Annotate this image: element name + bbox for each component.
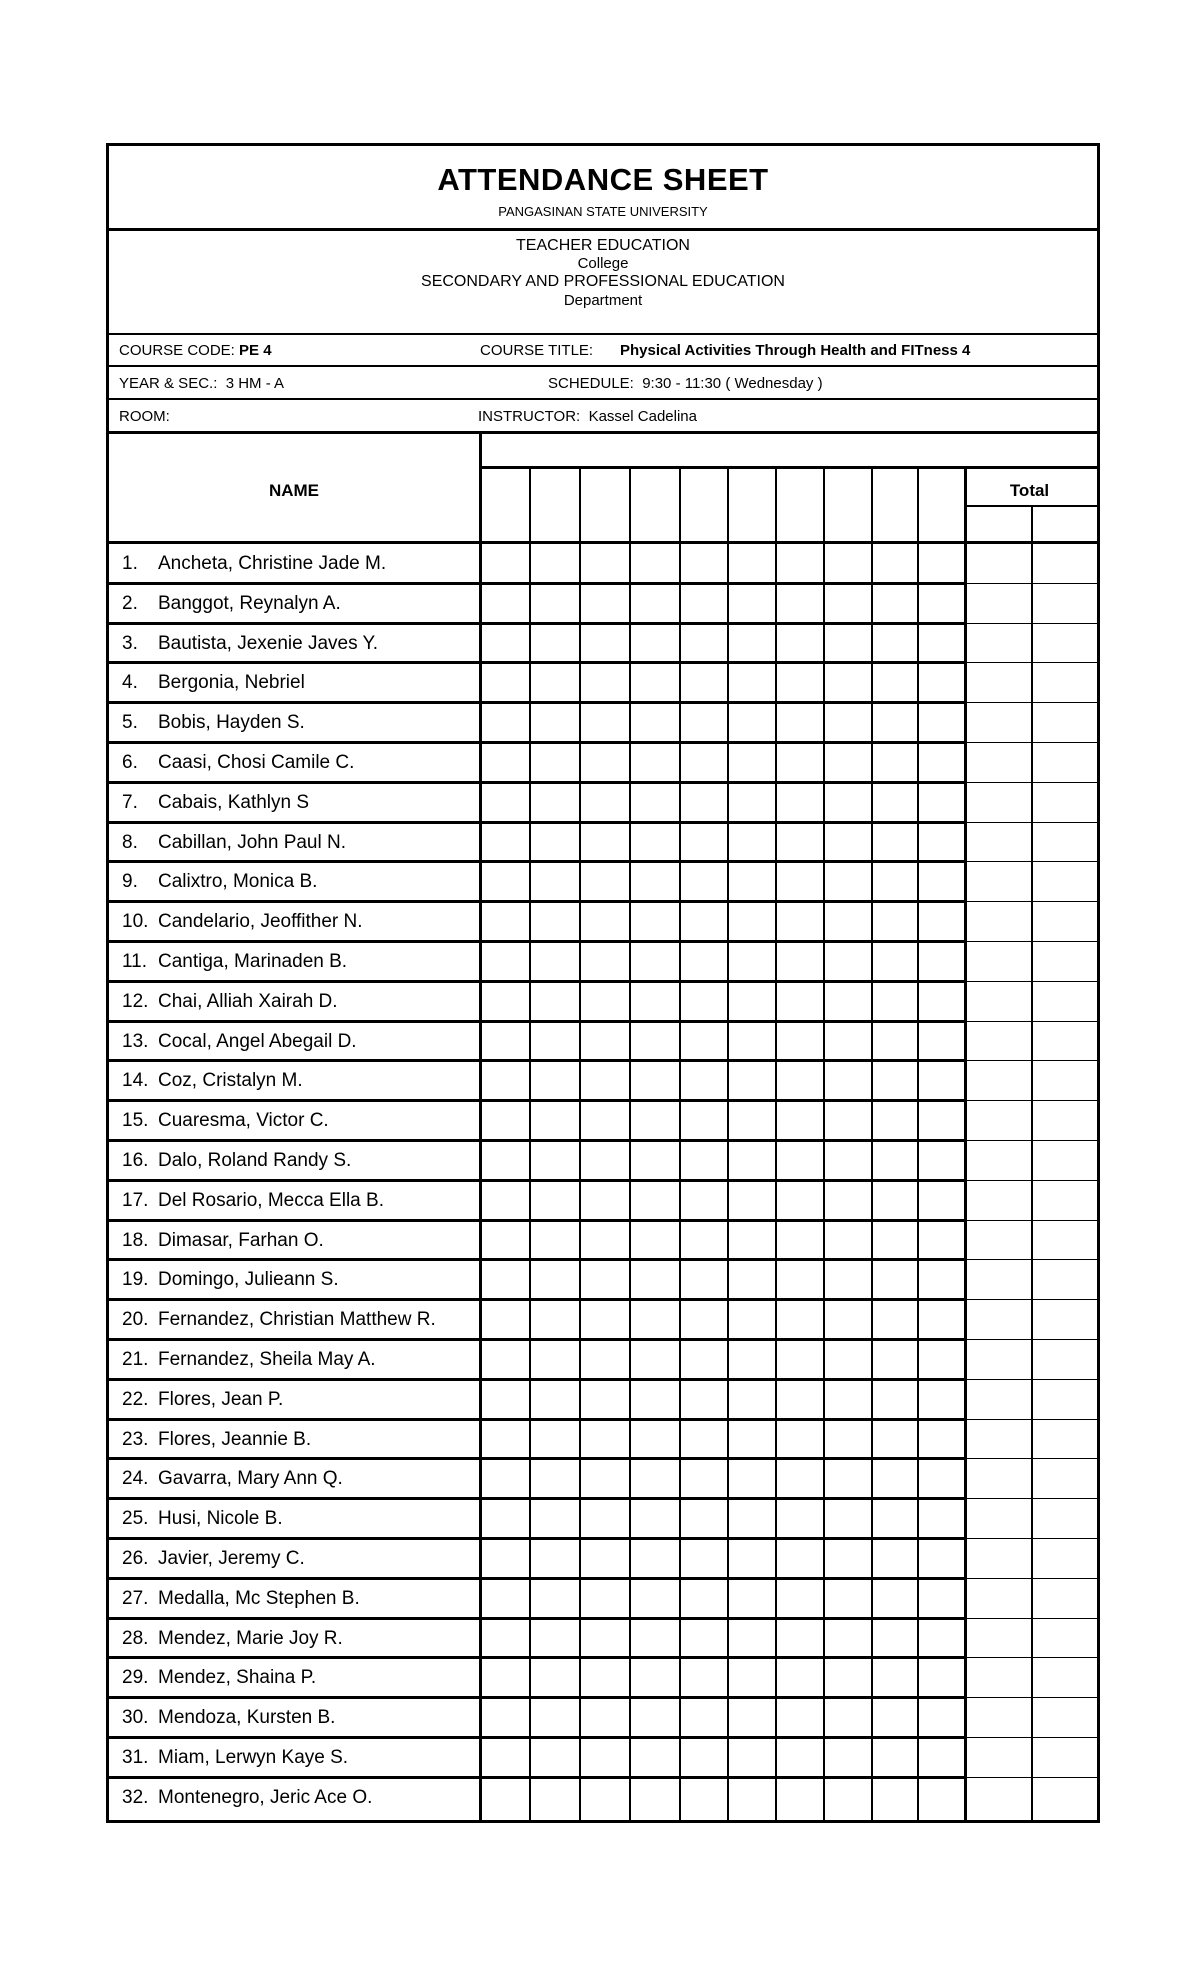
student-name: Dimasar, Farhan O.: [158, 1229, 324, 1251]
row-divider: [109, 582, 964, 585]
student-number: 6.: [122, 752, 138, 773]
student-number: 17.: [122, 1189, 149, 1211]
student-name: Bergonia, Nebriel: [158, 672, 305, 694]
row-divider: [109, 821, 964, 824]
student-number: 26.: [122, 1548, 149, 1569]
instructor-value: Kassel Cadelina: [588, 408, 697, 425]
divider: [109, 365, 1097, 367]
row-divider: [109, 1139, 964, 1142]
student-name: Miam, Lerwyn Kaye S.: [158, 1747, 349, 1768]
student-number: 29.: [122, 1667, 149, 1689]
college-name: TEACHER EDUCATION: [516, 237, 690, 254]
row-divider: [964, 1737, 1097, 1738]
row-divider: [964, 941, 1097, 942]
row-divider: [964, 1339, 1097, 1340]
student-name: Cantiga, Marinaden B.: [158, 951, 348, 972]
student-number: 16.: [122, 1150, 149, 1171]
row-divider: [964, 583, 1097, 584]
student-number: 11.: [122, 951, 148, 972]
row-divider: [109, 860, 964, 863]
student-number: 19.: [122, 1269, 149, 1291]
room-label: ROOM:: [119, 408, 170, 425]
grid-line: [109, 541, 1097, 544]
year-sec-field: [119, 375, 284, 392]
row-divider: [109, 1258, 964, 1261]
student-name: Cabais, Kathlyn S: [158, 791, 310, 813]
divider: [109, 228, 1097, 231]
student-name: Cabillan, John Paul N.: [158, 831, 346, 853]
row-divider: [964, 702, 1097, 703]
year-sec-label: YEAR & SEC.:: [119, 375, 218, 392]
student-number: 30.: [122, 1707, 149, 1729]
student-number: 27.: [122, 1587, 149, 1609]
student-name: Bobis, Hayden S.: [158, 712, 305, 734]
row-divider: [109, 900, 964, 903]
row-divider: [109, 1617, 964, 1620]
student-name: Cocal, Angel Abegail D.: [158, 1030, 357, 1052]
row-divider: [109, 741, 964, 744]
student-name: Caasi, Chosi Camile C.: [158, 752, 355, 773]
student-name: Fernandez, Sheila May A.: [158, 1349, 376, 1370]
room-field: [119, 408, 170, 425]
student-number: 13.: [122, 1030, 149, 1052]
row-divider: [964, 742, 1097, 743]
student-number: 32.: [122, 1786, 149, 1808]
row-divider: [109, 1179, 964, 1182]
instructor-field: [478, 408, 697, 425]
total-column-header: Total: [1009, 481, 1050, 500]
row-divider: [109, 1378, 964, 1381]
student-name: Mendoza, Kursten B.: [158, 1707, 336, 1729]
student-name: Dalo, Roland Randy S.: [158, 1150, 352, 1171]
row-divider: [964, 1021, 1097, 1022]
row-divider: [964, 1140, 1097, 1141]
student-number: 7.: [122, 791, 138, 813]
student-name: Gavarra, Mary Ann Q.: [158, 1468, 343, 1490]
row-divider: [964, 1180, 1097, 1181]
row-divider: [109, 701, 964, 704]
course-code-field: [119, 342, 272, 359]
student-number: 14.: [122, 1070, 149, 1092]
row-divider: [964, 1538, 1097, 1539]
row-divider: [109, 940, 964, 943]
row-divider: [964, 1618, 1097, 1619]
row-divider: [964, 1100, 1097, 1101]
student-name: Ancheta, Christine Jade M.: [158, 553, 387, 574]
row-divider: [109, 1776, 964, 1779]
student-number: 24.: [122, 1468, 149, 1490]
row-divider: [964, 1419, 1097, 1420]
row-divider: [964, 1498, 1097, 1499]
student-name: Fernandez, Christian Matthew R.: [158, 1309, 436, 1331]
divider: [109, 431, 1097, 434]
row-divider: [964, 861, 1097, 862]
student-number: 8.: [122, 831, 138, 853]
row-divider: [109, 1020, 964, 1023]
attendance-sheet: [106, 143, 1100, 1823]
instructor-label: INSTRUCTOR:: [478, 408, 581, 425]
student-name: Flores, Jeannie B.: [158, 1428, 312, 1450]
row-divider: [964, 1578, 1097, 1579]
student-number: 5.: [122, 712, 138, 734]
student-name: Cuaresma, Victor C.: [158, 1110, 329, 1132]
student-number: 25.: [122, 1508, 149, 1530]
student-name: Del Rosario, Mecca Ella B.: [158, 1189, 384, 1211]
row-divider: [109, 1497, 964, 1500]
row-divider: [964, 1259, 1097, 1260]
row-divider: [964, 981, 1097, 982]
student-name: Banggot, Reynalyn A.: [158, 592, 341, 614]
department-name: SECONDARY AND PROFESSIONAL EDUCATION: [421, 273, 785, 290]
row-divider: [109, 1298, 964, 1301]
grid-line: [479, 434, 482, 1823]
row-divider: [109, 1537, 964, 1540]
row-divider: [109, 1418, 964, 1421]
grid-line: [964, 466, 967, 1823]
student-number: 10.: [122, 911, 149, 933]
row-divider: [964, 1777, 1097, 1778]
student-number: 21.: [122, 1349, 149, 1370]
row-divider: [109, 1099, 964, 1102]
row-divider: [109, 781, 964, 784]
student-name: Mendez, Marie Joy R.: [158, 1627, 343, 1649]
row-divider: [964, 822, 1097, 823]
student-name: Domingo, Julieann S.: [158, 1269, 339, 1291]
student-name: Candelario, Jeoffither N.: [158, 911, 363, 933]
student-name: Montenegro, Jeric Ace O.: [158, 1786, 373, 1808]
student-number: 18.: [122, 1229, 149, 1251]
student-number: 28.: [122, 1627, 149, 1649]
grid-line: [479, 466, 1097, 469]
row-divider: [109, 661, 964, 664]
divider: [109, 398, 1097, 400]
name-column-header: NAME: [268, 481, 320, 500]
sheet-title: ATTENDANCE SHEET: [437, 162, 769, 197]
student-number: 22.: [122, 1388, 149, 1410]
course-code-label: COURSE CODE:: [119, 342, 235, 359]
row-divider: [964, 1379, 1097, 1380]
student-name: Medalla, Mc Stephen B.: [158, 1587, 360, 1609]
row-divider: [964, 1458, 1097, 1459]
student-number: 4.: [122, 672, 138, 694]
row-divider: [964, 1220, 1097, 1221]
course-title-label: COURSE TITLE:: [480, 342, 594, 359]
row-divider: [964, 782, 1097, 783]
schedule-field: [548, 375, 823, 392]
student-name: Coz, Cristalyn M.: [158, 1070, 303, 1092]
university-name: PANGASINAN STATE UNIVERSITY: [498, 204, 708, 219]
row-divider: [964, 1697, 1097, 1698]
student-number: 9.: [122, 871, 138, 893]
course-code-value: PE 4: [239, 342, 272, 359]
row-divider: [109, 1736, 964, 1739]
student-name: Chai, Alliah Xairah D.: [158, 990, 338, 1012]
student-number: 1.: [122, 553, 138, 574]
row-divider: [964, 901, 1097, 902]
student-number: 2.: [122, 592, 138, 614]
row-divider: [109, 622, 964, 625]
row-divider: [109, 1338, 964, 1341]
schedule-value: 9:30 - 11:30 ( Wednesday ): [642, 375, 823, 392]
college-label: College: [577, 255, 629, 272]
row-divider: [109, 1059, 964, 1062]
row-divider: [109, 1219, 964, 1222]
row-divider: [964, 1657, 1097, 1658]
row-divider: [109, 1656, 964, 1659]
student-name: Husi, Nicole B.: [158, 1508, 283, 1530]
department-label: Department: [563, 292, 643, 309]
student-name: Javier, Jeremy C.: [158, 1548, 305, 1569]
schedule-label: SCHEDULE:: [548, 375, 634, 392]
student-number: 23.: [122, 1428, 149, 1450]
student-number: 12.: [122, 990, 149, 1012]
row-divider: [109, 1577, 964, 1580]
student-number: 15.: [122, 1110, 149, 1132]
student-name: Mendez, Shaina P.: [158, 1667, 317, 1689]
row-divider: [964, 1299, 1097, 1300]
student-number: 20.: [122, 1309, 149, 1331]
row-divider: [964, 623, 1097, 624]
student-name: Flores, Jean P.: [158, 1388, 284, 1410]
course-title-value: Physical Activities Through Health and FITness 4: [620, 342, 971, 359]
row-divider: [109, 1457, 964, 1460]
student-name: Bautista, Jexenie Javes Y.: [158, 632, 379, 654]
row-divider: [964, 1060, 1097, 1061]
row-divider: [964, 662, 1097, 663]
year-sec-value: 3 HM - A: [225, 375, 285, 392]
divider: [109, 333, 1097, 335]
student-number: 31.: [122, 1747, 149, 1768]
student-number: 3.: [122, 632, 138, 654]
row-divider: [109, 1696, 964, 1699]
row-divider: [109, 980, 964, 983]
student-name: Calixtro, Monica B.: [158, 871, 318, 893]
